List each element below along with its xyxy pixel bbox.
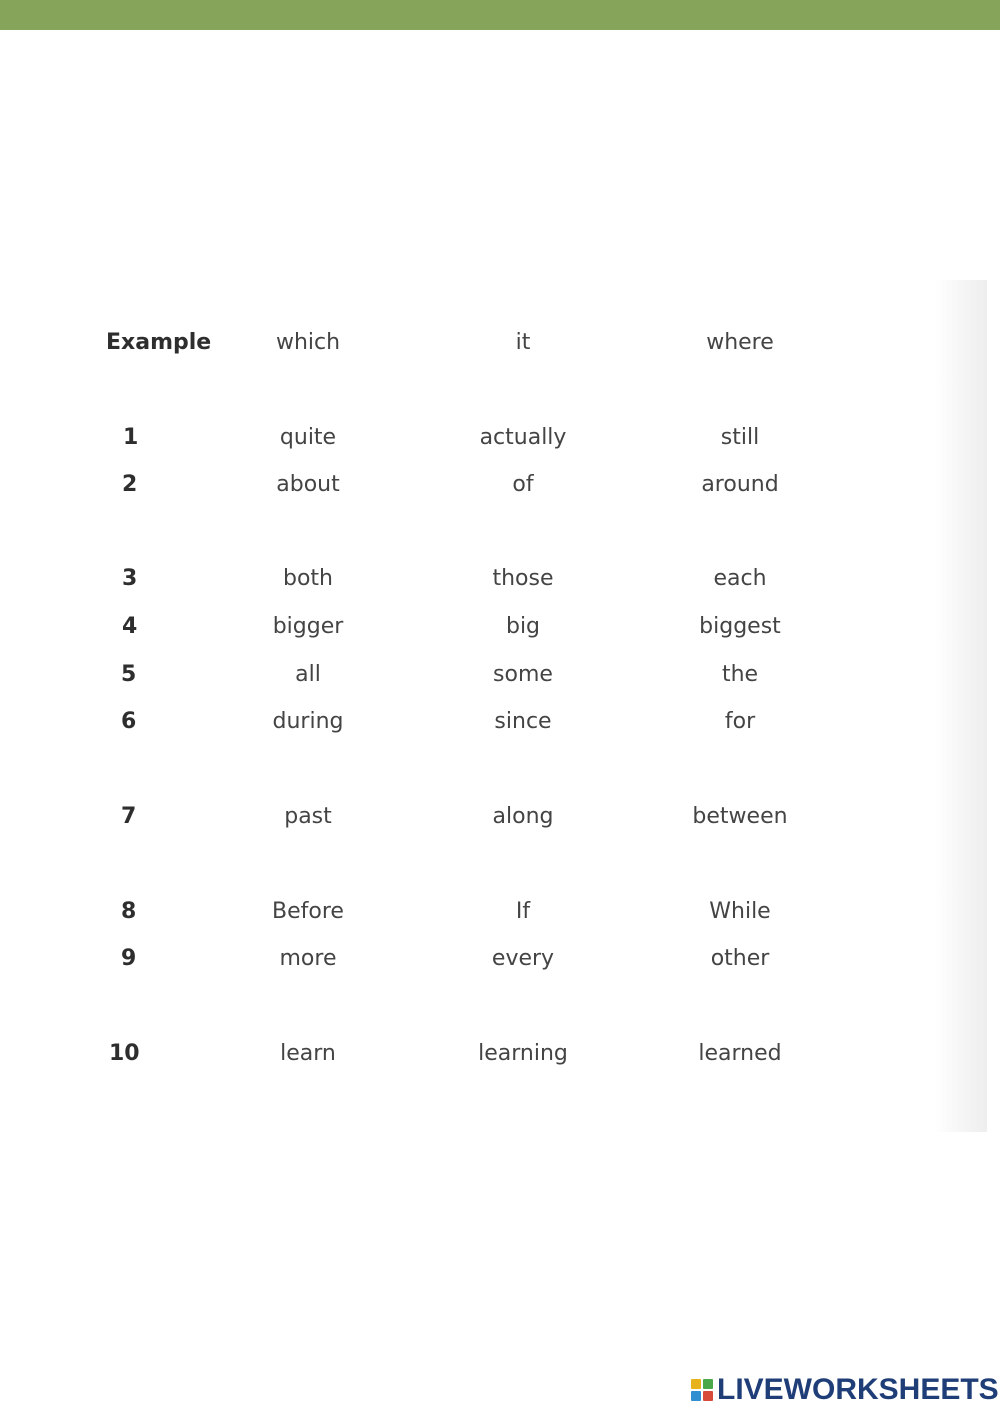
option-a: bigger bbox=[272, 614, 344, 639]
example-option-2: it bbox=[515, 330, 531, 355]
example-option-1: which bbox=[275, 330, 341, 355]
question-row-2 bbox=[0, 465, 1000, 505]
question-row-10 bbox=[0, 1034, 1000, 1074]
option-b: every bbox=[491, 946, 555, 971]
question-row-5 bbox=[0, 655, 1000, 695]
option-a: past bbox=[284, 804, 332, 829]
question-row-3 bbox=[0, 559, 1000, 599]
question-row-8 bbox=[0, 892, 1000, 932]
example-row bbox=[0, 323, 1000, 363]
question-number: 8 bbox=[121, 899, 137, 924]
option-b: If bbox=[515, 899, 531, 924]
option-a: about bbox=[276, 472, 340, 497]
top-color-bar bbox=[0, 0, 1000, 30]
logo-text: LIVEWORKSHEETS bbox=[717, 1373, 999, 1406]
question-number: 6 bbox=[121, 709, 137, 734]
question-row-4 bbox=[0, 607, 1000, 647]
option-a: during bbox=[272, 709, 344, 734]
option-c: for bbox=[724, 709, 756, 734]
option-b: big bbox=[505, 614, 541, 639]
logo-blocks-icon bbox=[691, 1379, 713, 1401]
question-number: 2 bbox=[122, 472, 138, 497]
example-label: Example bbox=[106, 330, 212, 355]
option-b: since bbox=[494, 709, 552, 734]
question-row-9 bbox=[0, 939, 1000, 979]
option-c: learned bbox=[698, 1041, 782, 1066]
question-number: 10 bbox=[109, 1041, 140, 1066]
option-c: biggest bbox=[699, 614, 781, 639]
question-number: 7 bbox=[121, 804, 137, 829]
option-a: Before bbox=[272, 899, 344, 924]
question-row-7 bbox=[0, 797, 1000, 837]
option-c: While bbox=[709, 899, 771, 924]
option-b: learning bbox=[478, 1041, 568, 1066]
option-b: some bbox=[493, 662, 553, 687]
question-number: 1 bbox=[123, 425, 139, 450]
question-number: 5 bbox=[121, 662, 137, 687]
option-c: other bbox=[710, 946, 770, 971]
option-c: each bbox=[713, 566, 767, 591]
liveworksheets-logo bbox=[691, 1372, 999, 1408]
option-a: both bbox=[283, 566, 333, 591]
option-c: around bbox=[701, 472, 779, 497]
option-b: along bbox=[492, 804, 554, 829]
option-a: quite bbox=[279, 425, 337, 450]
example-option-3: where bbox=[706, 330, 774, 355]
option-b: actually bbox=[479, 425, 567, 450]
question-row-1 bbox=[0, 418, 1000, 458]
question-number: 4 bbox=[122, 614, 138, 639]
option-c: still bbox=[720, 425, 760, 450]
option-a: more bbox=[279, 946, 337, 971]
option-b: of bbox=[512, 472, 534, 497]
option-b: those bbox=[492, 566, 554, 591]
option-a: all bbox=[295, 662, 321, 687]
question-number: 3 bbox=[122, 566, 138, 591]
option-a: learn bbox=[280, 1041, 336, 1066]
question-row-6 bbox=[0, 702, 1000, 742]
option-c: the bbox=[721, 662, 759, 687]
question-number: 9 bbox=[121, 946, 137, 971]
option-c: between bbox=[692, 804, 788, 829]
